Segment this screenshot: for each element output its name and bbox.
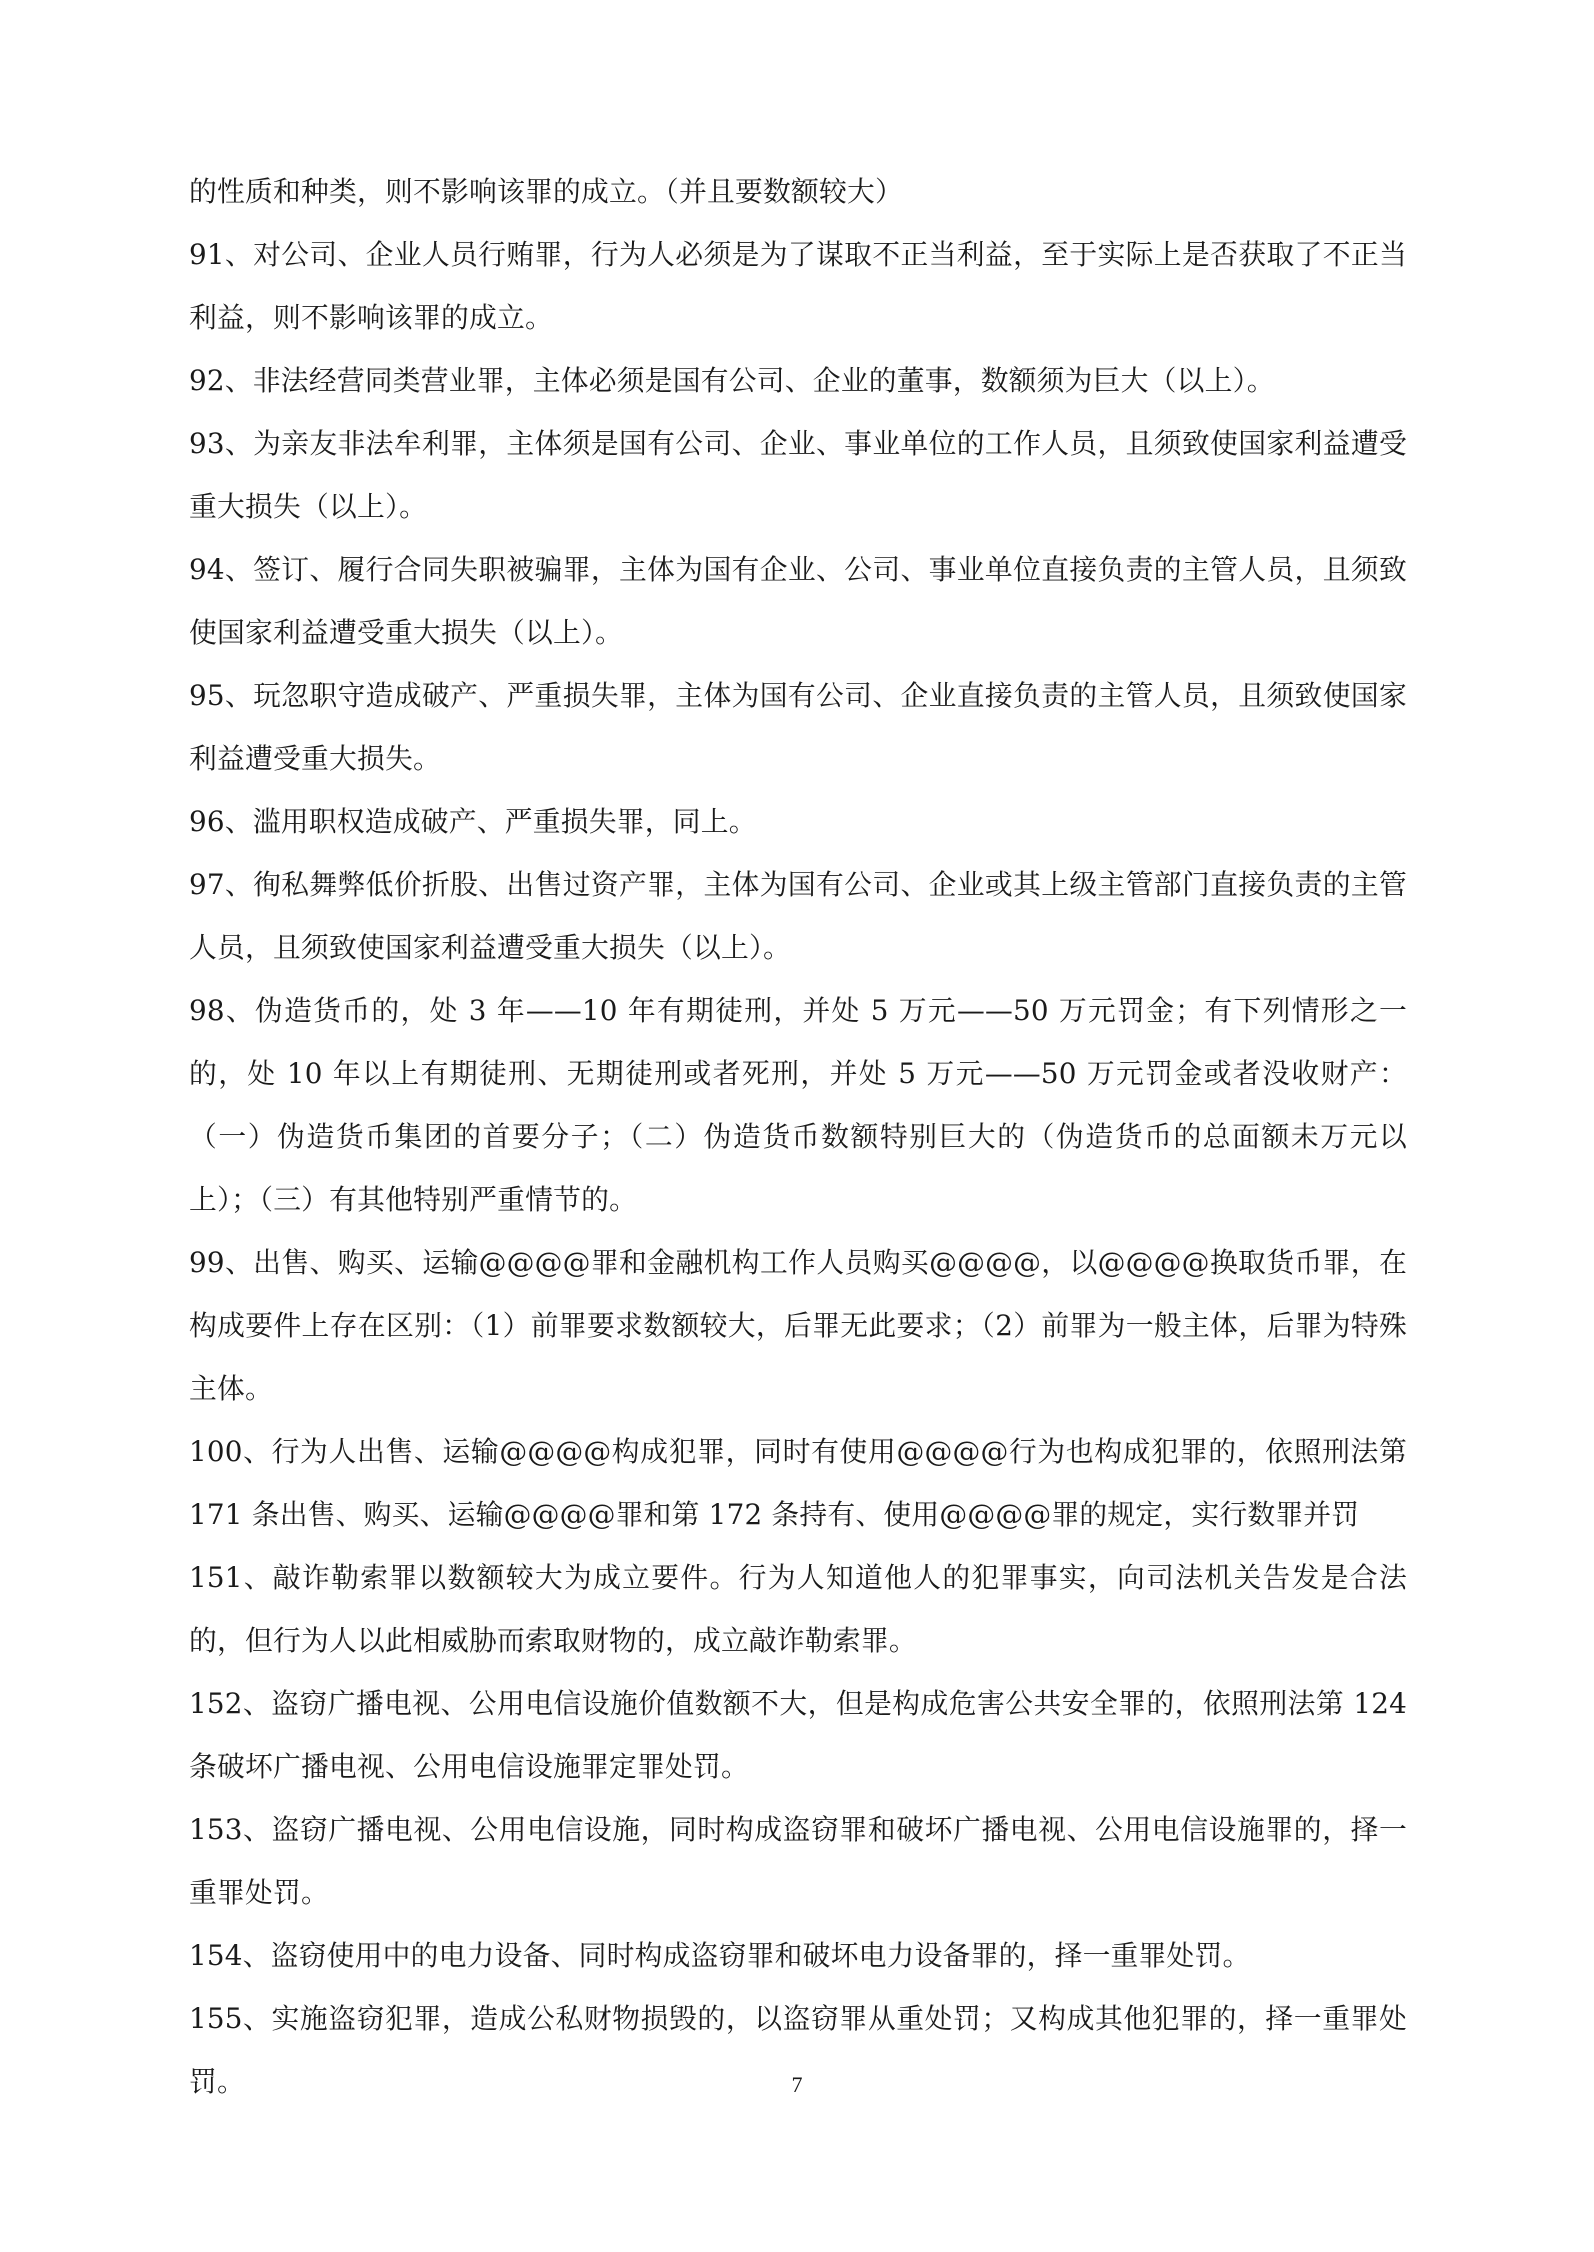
paragraph-item-99: 99、出售、购买、运输@@@@罪和金融机构工作人员购买@@@@，以@@@@换取货币罪，在构成要件上存在区别：（1）前罪要求数额较大，后罪无此要求；（2）前罪为一般主体，后罪为特殊主体。 (189, 1246, 1407, 1405)
paragraph-item-92: 92、非法经营同类营业罪，主体必须是国有公司、企业的董事，数额须为巨大（以上）。 (189, 364, 1275, 397)
paragraph-item-95: 95、玩忽职守造成破产、严重损失罪，主体为国有公司、企业直接负责的主管人员，且须致使国家利益遭受重大损失。 (189, 679, 1407, 775)
paragraph-item-98: 98、伪造货币的，处 3 年——10 年有期徒刑，并处 5 万元——50 万元罚金；有下列情形之一的，处 10 年以上有期徒刑、无期徒刑或者死刑，并处 5 万元——50 万元罚金或者没收财产：（一）伪造货币集团的首要分子；（二）伪造货币数额特别巨大的（伪造货币的总面额未万元以上）；（三）有其他特别严重情节的。 (189, 994, 1407, 1216)
paragraph-item-94: 94、签订、履行合同失职被骗罪，主体为国有企业、公司、事业单位直接负责的主管人员，且须致使国家利益遭受重大损失（以上）。 (189, 553, 1407, 649)
paragraph-item-100: 100、行为人出售、运输@@@@构成犯罪，同时有使用@@@@行为也构成犯罪的，依照刑法第 171 条出售、购买、运输@@@@罪和第 172 条持有、使用@@@@罪的规定，实行数罪并罚 (189, 1435, 1407, 1531)
paragraph-item-97: 97、徇私舞弊低价折股、出售过资产罪，主体为国有公司、企业或其上级主管部门直接负责的主管人员，且须致使国家利益遭受重大损失（以上）。 (189, 868, 1407, 964)
paragraph-item-96: 96、滥用职权造成破产、严重损失罪，同上。 (189, 805, 757, 838)
document-body (189, 160, 1407, 2113)
paragraph-item-153: 153、盗窃广播电视、公用电信设施，同时构成盗窃罪和破坏广播电视、公用电信设施罪的，择一重罪处罚。 (189, 1813, 1407, 1909)
paragraph-item-93: 93、为亲友非法牟利罪，主体须是国有公司、企业、事业单位的工作人员，且须致使国家利益遭受重大损失（以上）。 (189, 427, 1407, 523)
paragraph-item-152: 152、盗窃广播电视、公用电信设施价值数额不大，但是构成危害公共安全罪的，依照刑法第 124 条破坏广播电视、公用电信设施罪定罪处罚。 (189, 1687, 1407, 1783)
paragraph-continuation: 的性质和种类，则不影响该罪的成立。（并且要数额较大） (189, 175, 904, 208)
paragraph-item-151: 151、敲诈勒索罪以数额较大为成立要件。行为人知道他人的犯罪事实，向司法机关告发是合法的，但行为人以此相威胁而索取财物的，成立敲诈勒索罪。 (189, 1561, 1407, 1657)
page-number: 7 (791, 2072, 803, 2097)
paragraph-item-91: 91、对公司、企业人员行贿罪，行为人必须是为了谋取不正当利益，至于实际上是否获取了不正当利益，则不影响该罪的成立。 (189, 238, 1407, 334)
paragraph-item-154: 154、盗窃使用中的电力设备、同时构成盗窃罪和破坏电力设备罪的，择一重罪处罚。 (189, 1939, 1251, 1972)
paragraph-item-155: 155、实施盗窃犯罪，造成公私财物损毁的，以盗窃罪从重处罚；又构成其他犯罪的，择一重罪处罚。 (189, 2002, 1407, 2098)
